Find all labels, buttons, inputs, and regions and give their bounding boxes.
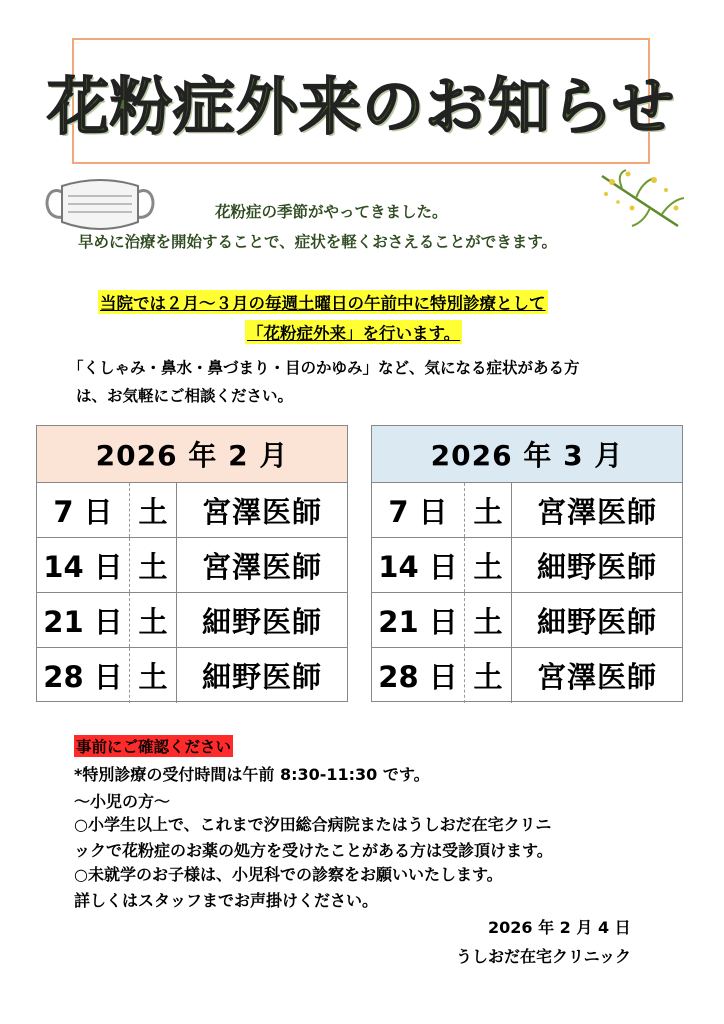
herb-pollen-icon bbox=[592, 168, 688, 236]
schedule-table-february bbox=[36, 425, 348, 702]
schedule-row bbox=[37, 538, 347, 593]
schedule-day: 14 日 bbox=[378, 549, 458, 584]
page-title: 花粉症外来のお知らせ bbox=[46, 69, 676, 143]
schedule-weekday: 土 bbox=[464, 483, 512, 537]
schedule-day: 28 日 bbox=[378, 660, 458, 694]
notice-line-2: 「花粉症外来」を行います。 bbox=[245, 320, 462, 344]
schedule-row bbox=[372, 593, 682, 648]
schedule-table-march bbox=[371, 425, 683, 702]
confirm-heading: 事前にご確認ください bbox=[74, 735, 233, 757]
schedule-weekday: 土 bbox=[129, 483, 177, 537]
schedule-doctor: 細野医師 bbox=[536, 604, 657, 639]
schedule-weekday: 土 bbox=[129, 648, 177, 703]
intro-line-1: 花粉症の季節がやってきました。 bbox=[215, 203, 448, 221]
symptoms-line-1: 「くしゃみ・鼻水・鼻づまり・目のかゆみ」など、気になる症状がある方 bbox=[68, 359, 580, 377]
schedule-row bbox=[37, 483, 347, 538]
schedule-month-header: 2026 年 2 月 bbox=[37, 426, 347, 483]
children-note-1a: ○小学生以上で、これまで汐田総合病院またはうしおだ在宅クリニ bbox=[74, 815, 552, 834]
intro-line-2: 早めに治療を開始することで、症状を軽くおさえることができます。 bbox=[78, 233, 557, 251]
schedule-doctor: 宮澤医師 bbox=[201, 494, 322, 529]
schedule-doctor: 宮澤医師 bbox=[201, 549, 322, 584]
schedule-month-header: 2026 年 3 月 bbox=[372, 426, 682, 483]
schedule-doctor: 細野医師 bbox=[201, 660, 322, 694]
clinic-name: うしおだ在宅クリニック bbox=[456, 947, 632, 966]
schedule-weekday: 土 bbox=[464, 538, 512, 592]
schedule-doctor: 細野医師 bbox=[201, 604, 322, 639]
schedule-weekday: 土 bbox=[464, 648, 512, 703]
children-heading: ～小児の方～ bbox=[74, 792, 171, 811]
schedule-row bbox=[372, 483, 682, 538]
schedule-day: 21 日 bbox=[378, 604, 458, 639]
schedule-doctor: 宮澤医師 bbox=[536, 494, 657, 529]
schedule-day: 14 日 bbox=[43, 549, 123, 584]
schedule-row bbox=[372, 538, 682, 593]
children-note-2: ○未就学のお子様は、小児科での診察をお願いいたします。 bbox=[74, 865, 503, 884]
schedule-doctor: 宮澤医師 bbox=[536, 660, 657, 694]
schedule-doctor: 細野医師 bbox=[536, 549, 657, 584]
schedule-weekday: 土 bbox=[129, 538, 177, 592]
title-banner bbox=[46, 38, 676, 164]
notice-line-1: 当院では２月～３月の毎週土曜日の午前中に特別診療として bbox=[98, 290, 548, 314]
children-note-1b: ックで花粉症のお薬の処方を受けたことがある方は受診頂けます。 bbox=[74, 841, 553, 860]
schedule-row bbox=[372, 648, 682, 703]
contact-note: 詳しくはスタッフまでお声掛けください。 bbox=[74, 891, 379, 910]
schedule-row bbox=[37, 593, 347, 648]
schedule-weekday: 土 bbox=[464, 593, 512, 647]
schedule-day: 7 日 bbox=[53, 494, 113, 529]
schedule-day: 7 日 bbox=[388, 494, 448, 529]
schedule-row bbox=[37, 648, 347, 703]
symptoms-line-2: は、お気軽にご相談ください。 bbox=[76, 387, 294, 405]
schedule-day: 28 日 bbox=[43, 660, 123, 694]
reception-hours-note: *特別診療の受付時間は午前 8:30-11:30 です。 bbox=[74, 765, 430, 784]
schedule-weekday: 土 bbox=[129, 593, 177, 647]
schedule-day: 21 日 bbox=[43, 604, 123, 639]
issue-date: 2026 年 2 月 4 日 bbox=[488, 918, 631, 937]
